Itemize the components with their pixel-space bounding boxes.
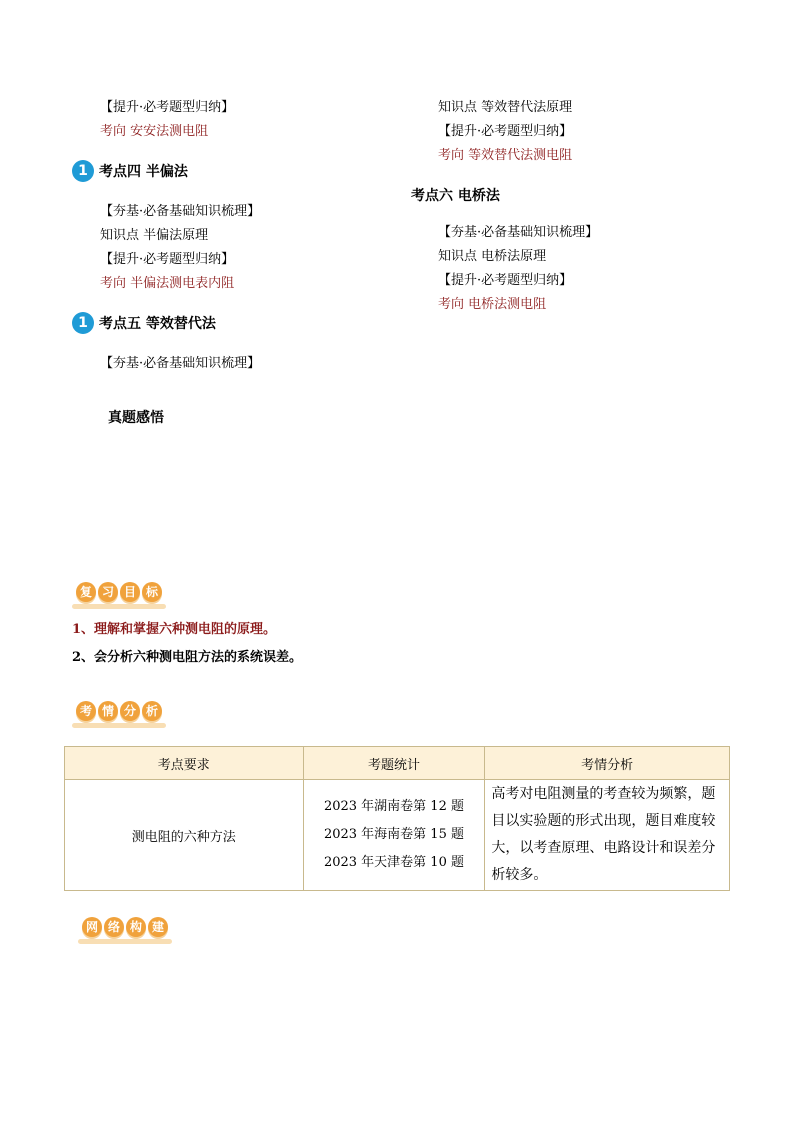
sec4-knowledge-point[interactable]: 知识点 半偏法原理 <box>100 228 209 243</box>
stat-item: 2023 年海南卷第 15 题 <box>323 827 464 842</box>
section-number-icon: 1 <box>72 160 94 182</box>
badge-char: 络 <box>104 917 124 937</box>
stat-item: 2023 年湖南卷第 12 题 <box>323 799 464 814</box>
sec6-title[interactable]: 考点六 电桥法 <box>411 188 500 204</box>
badge-char: 建 <box>148 917 168 937</box>
badge-char: 析 <box>142 701 162 721</box>
review-goal-1: 1、理解和掌握六种测电阻的原理。 <box>72 622 277 637</box>
badge-char: 分 <box>120 701 140 721</box>
sec5-direction[interactable]: 考向 等效替代法测电阻 <box>438 148 573 163</box>
sec4-title[interactable]: 考点四 半偏法 <box>99 164 188 180</box>
real-exam-title[interactable]: 真题感悟 <box>108 410 164 426</box>
review-goal-2: 2、会分析六种测电阻方法的系统误差。 <box>72 650 303 665</box>
badge-char: 情 <box>98 701 118 721</box>
sec5-title[interactable]: 考点五 等效替代法 <box>99 316 216 332</box>
sec4-upgrade-label: 【提升·必考题型归纳】 <box>100 252 235 267</box>
network-badge <box>82 917 168 941</box>
sec3-upgrade-label: 【提升·必考题型归纳】 <box>100 100 235 115</box>
analysis-cell: 高考对电阻测量的考查较为频繁，题目以实验题的形式出现，题目难度较大，以考查原理、电路设计和误差分析较多。 <box>485 780 730 891</box>
section-number-icon: 1 <box>72 312 94 334</box>
stats-cell <box>303 780 485 891</box>
badge-char: 习 <box>98 582 118 602</box>
table-header-cell: 考题统计 <box>303 747 485 780</box>
sec6-knowledge-point[interactable]: 知识点 电桥法原理 <box>438 249 547 264</box>
sec6-upgrade-label: 【提升·必考题型归纳】 <box>438 273 573 288</box>
review-goals-badge <box>76 582 162 606</box>
sec5-upgrade-label: 【提升·必考题型归纳】 <box>438 124 573 139</box>
stat-item: 2023 年天津卷第 10 题 <box>323 855 464 870</box>
table-header-row <box>65 747 730 780</box>
exam-analysis-badge <box>76 701 162 725</box>
sec5-basic-label: 【夯基·必备基础知识梳理】 <box>100 356 261 371</box>
badge-char: 考 <box>76 701 96 721</box>
sec3-direction[interactable]: 考向 安安法测电阻 <box>100 124 209 139</box>
badge-char: 网 <box>82 917 102 937</box>
badge-char: 构 <box>126 917 146 937</box>
requirement-cell: 测电阻的六种方法 <box>65 780 304 891</box>
table-row <box>65 780 730 891</box>
sec4-direction[interactable]: 考向 半偏法测电表内阻 <box>100 276 235 291</box>
sec5-knowledge-point[interactable]: 知识点 等效替代法原理 <box>438 100 573 115</box>
sec6-basic-label: 【夯基·必备基础知识梳理】 <box>438 225 599 240</box>
table-header-cell: 考点要求 <box>65 747 304 780</box>
sec6-direction[interactable]: 考向 电桥法测电阻 <box>438 297 547 312</box>
exam-analysis-table <box>64 746 730 891</box>
badge-char: 复 <box>76 582 96 602</box>
table-header-cell: 考情分析 <box>485 747 730 780</box>
sec4-basic-label: 【夯基·必备基础知识梳理】 <box>100 204 261 219</box>
badge-char: 目 <box>120 582 140 602</box>
badge-char: 标 <box>142 582 162 602</box>
